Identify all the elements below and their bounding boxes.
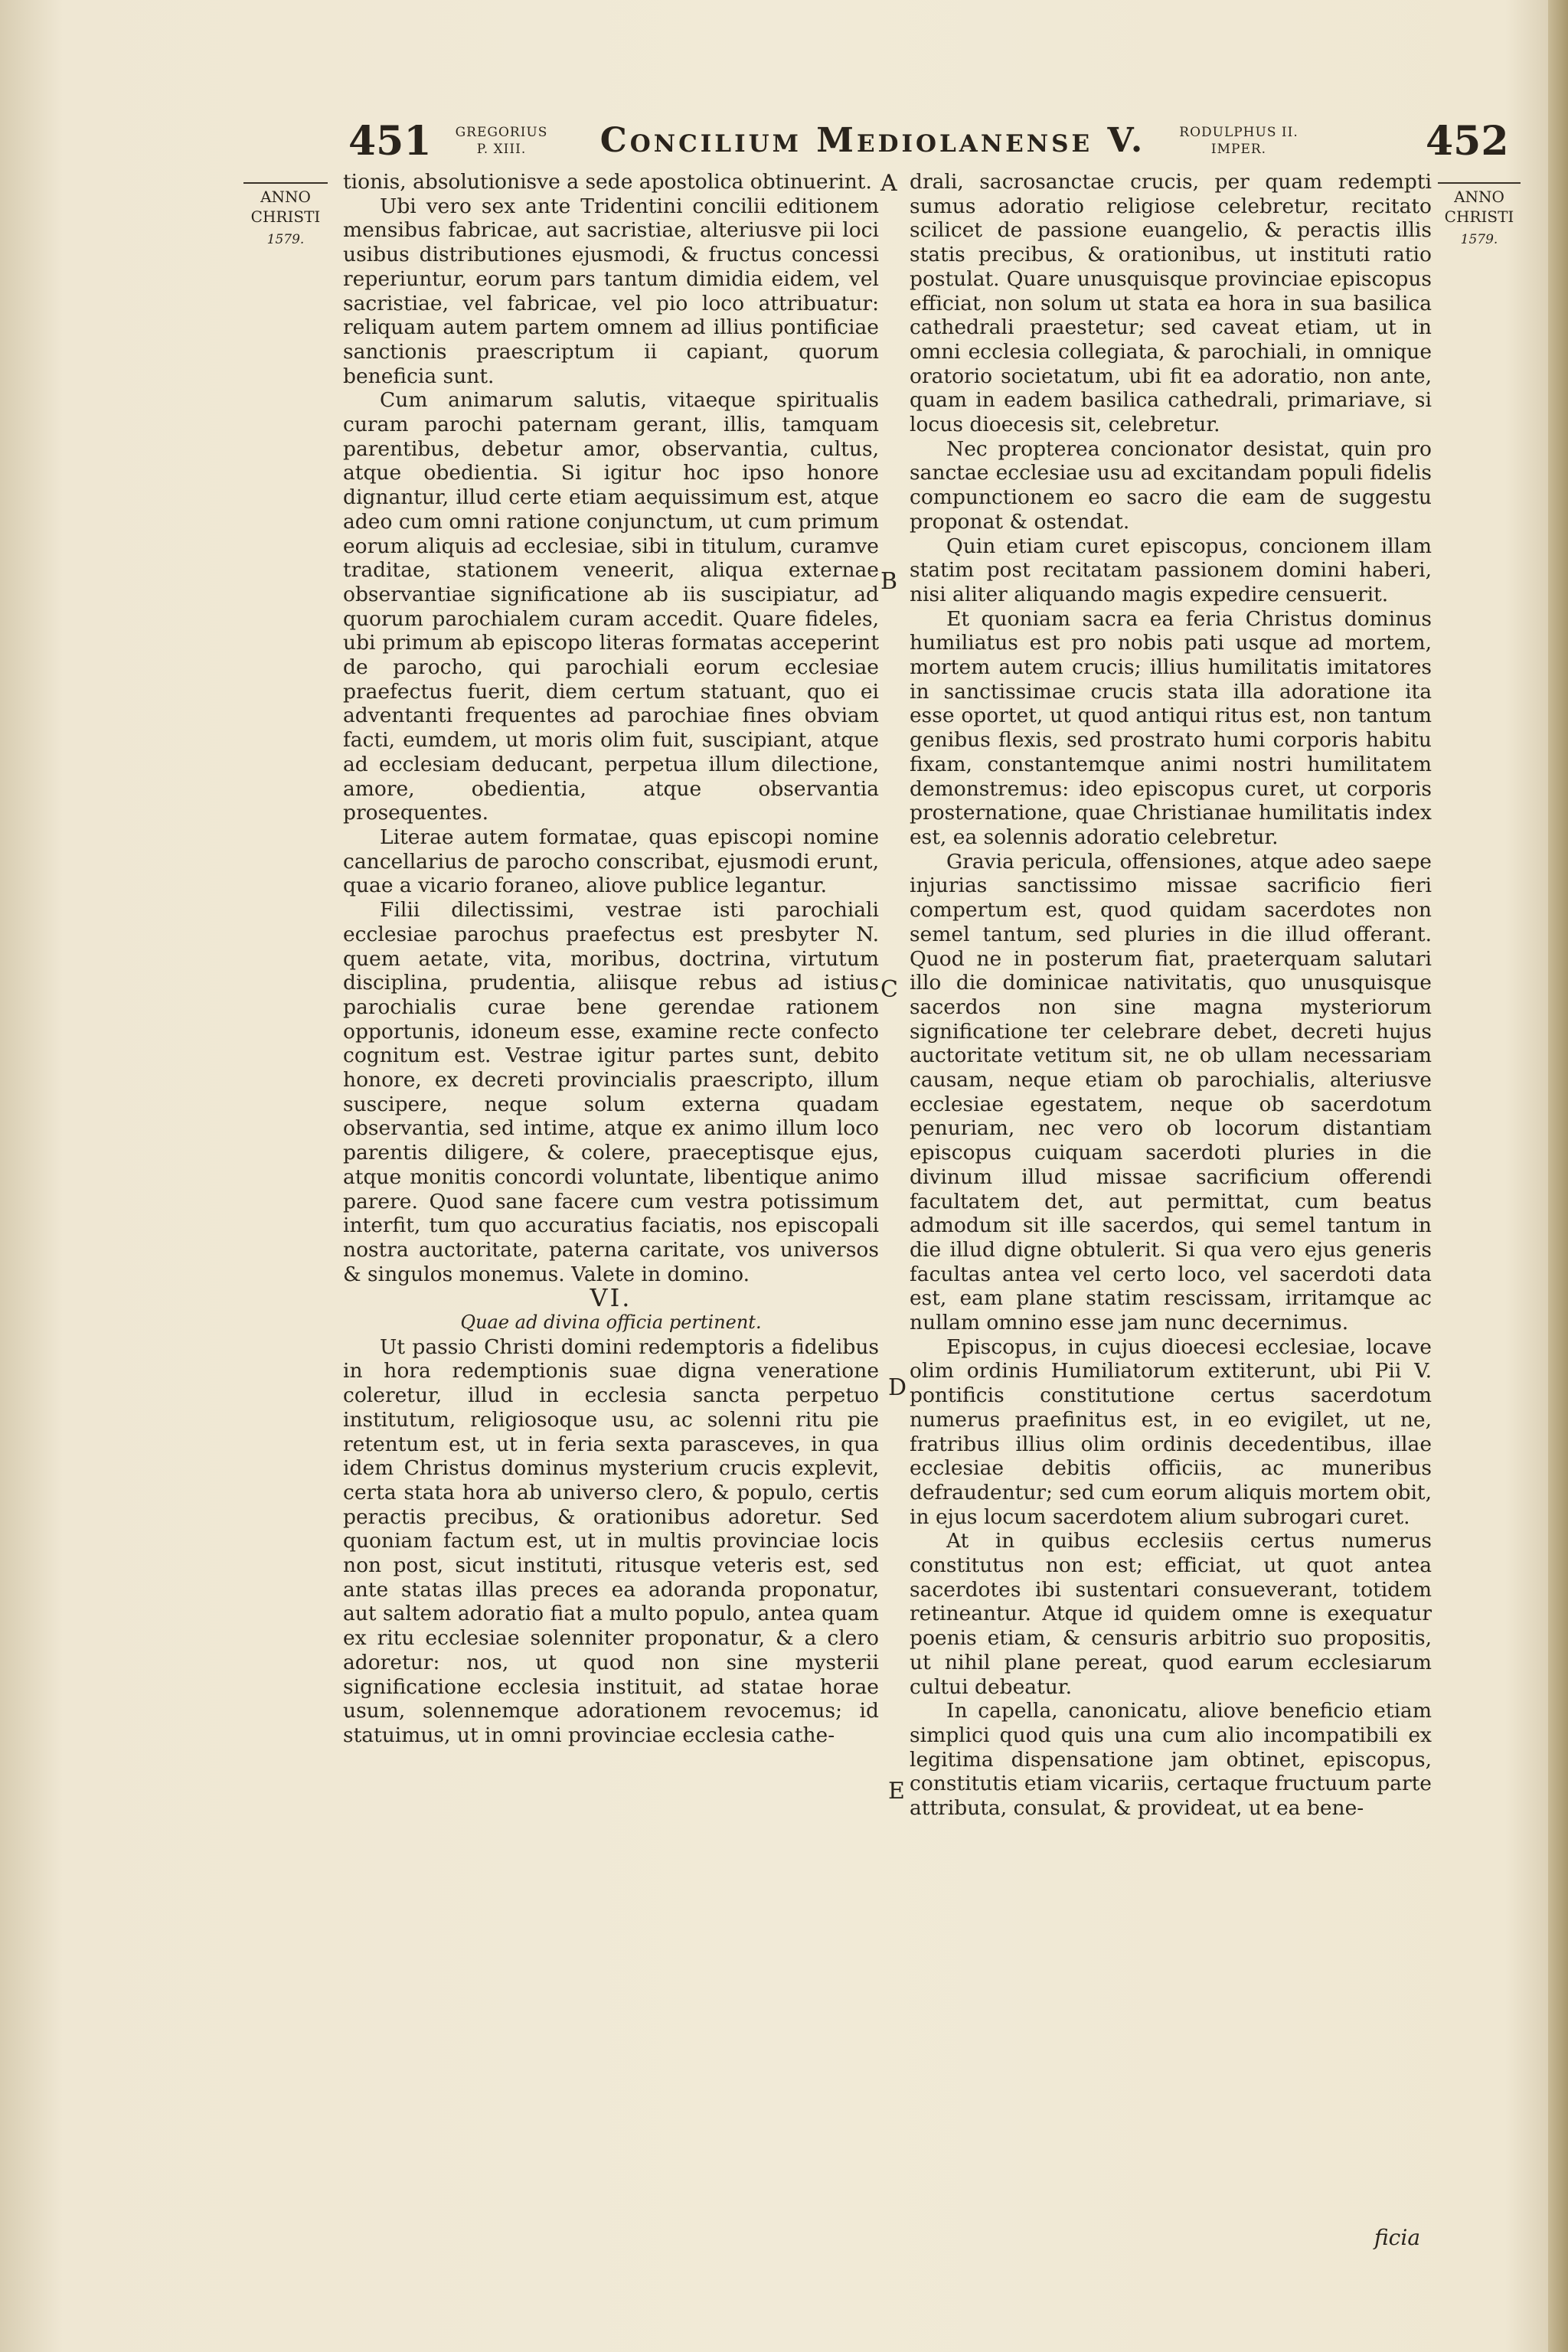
page-number-left: 451	[348, 118, 432, 165]
running-title: Concilium Mediolanense V.	[599, 121, 1146, 160]
paragraph: Nec propterea concionator desistat, quin pro sanctae ecclesiae usu ad excitandam populi fidelis compunctionem eo sacro die eam de suggestu proponat & ostendat.	[910, 436, 1432, 534]
running-head-pope	[444, 124, 559, 158]
paragraph: In capella, canonicatu, aliove beneficio etiam simplici quod quis una cum alio incompatibili ex legitima dispensatione jam obtinet, episcopus, constitutis etiam vicariis, certaque fructuum parte attributa, consulat, & provideat, ut ea bene-	[910, 1699, 1432, 1821]
running-head-emperor-name: RODULPHUS II.	[1179, 125, 1298, 140]
margin-christi-label: CHRISTI	[250, 207, 321, 226]
section-title: Quae ad divina officia pertinent.	[460, 1312, 762, 1334]
left-column	[343, 170, 879, 1748]
section-letter-d: D	[888, 1374, 907, 1401]
running-head-emperor-title: IMPER.	[1210, 142, 1267, 157]
paragraph: Ubi vero sex ante Tridentini concilii editionem mensibus fabricae, aut sacristiae, alteriusve pii loci usibus distributiones ejusmodi, & fructus concessi reperiuntur, eorum pars tantum dimidia eidem, vel sacristiae, vel fabricae, vel pio loco attribuatur: reliquam autem partem omnem ad illius pontificiae sanctionis praescriptum ii capiant, quorum beneficia sunt.	[343, 194, 879, 388]
running-header	[0, 115, 1568, 168]
paragraph: Et quoniam sacra ea feria Christus dominus humiliatus est pro nobis pati usque ad mortem, mortem autem crucis; illius humilitatis imitatores in sanctissimae crucis stata illa adoratione ita esse oportet, ut quod antiqui ritus est, non tantum genibus flexis, sed prostrato humi corporis habitu fixam, constantemque animi nostri humilitatem demonstremus: ideo episcopus curet, ut corporis prosternatione, quae Christianae humilitatis index est, ea solennis adoratio celebretur.	[910, 606, 1432, 849]
section-number: VI.	[590, 1283, 632, 1313]
paragraph: Quin etiam curet episcopus, concionem illam statim post recitatam passionem domini haberi, nisi aliter aliquando magis expedire censuerit.	[910, 534, 1432, 606]
margin-year-value: 1579.	[1460, 232, 1498, 247]
page-number-right: 452	[1426, 118, 1509, 165]
margin-anno-label: ANNO	[1454, 188, 1504, 206]
running-head-pope-number: P. XIII.	[476, 142, 527, 157]
section-letter-b: B	[880, 568, 898, 595]
catchword: ficia	[1374, 2225, 1421, 2250]
paragraph: Gravia pericula, offensiones, atque adeo saepe injurias sanctissimo missae sacrificio fieri compertum est, quod quidam sacerdotes non semel tantum, sed pluries in die illud offerant. Quod ne in posterum fiat, praeterquam salutari illo die dominicae nativitatis, quo unusquisque sacerdos non sine magna mysteriorum significatione ter celebrare debet, decreti hujus auctoritate vetitum sit, ne ob ullam necessariam causam, neque etiam ob parochialis, alteriusve ecclesiae egestatem, neque ob sacerdotum penuriam, nec vero ob locorum distantiam episcopus cuiquam sacerdoti pluries in die divinum illud missae sacrificium offerendi facultatem det, aut permittat, cum beatus admodum sit ille sacerdos, qui semel tantum in die illud digne obtulerit. Si qua vero ejus generis facultas antea vel certo loco, vel sacerdoti data est, eam plane statim rescissam, irritamque ac nullam omnino esse jam nunc decernimus.	[910, 849, 1432, 1335]
margin-christi-label: CHRISTI	[1444, 207, 1514, 226]
running-head-emperor	[1162, 124, 1315, 158]
paragraph: Ut passio Christi domini redemptoris a fidelibus in hora redemptionis suae digna veneratione coleretur, illud in ecclesia sancta perpetuo institutum, religiosoque usu, ac solenni ritu pie retentum est, ut in feria sexta parasceves, in qua idem Christus dominus mysterium crucis explevit, certa stata hora ab universo clero, & populo, certis peractis precibus, & orationibus adoretur. Sed quoniam factum est, ut in multis provinciae locis non post, sicut instituti, ritusque veteris est, sed ante statas illas preces ea adoranda proponatur, aut saltem adoratio fiat a multo populo, antea quam ex ritu ecclesiae solenniter proponatur, & a clero adoretur: nos, ut quod non sine mysterii significatione ecclesia instituit, ad statae horae usum, solennemque adorationem revocemus; id statuimus, ut in omni provinciae ecclesia cathe-	[343, 1334, 879, 1747]
page-edge	[1548, 0, 1568, 2352]
paragraph: Literae autem formatae, quas episcopi nomine cancellarius de parocho conscribat, ejusmodi erunt, quae a vicario foraneo, aliove publice legantur.	[343, 825, 879, 898]
margin-anno-label: ANNO	[260, 188, 311, 206]
paragraph: At in quibus ecclesiis certus numerus constitutus non est; efficiat, ut quot antea sacerdotes ibi sustentari consueverant, totidem retineantur. Atque id quidem omne is exequatur poenis etiam, & censuris arbitrio suo propositis, ut nihil plane pereat, quod earum ecclesiarum cultui debeatur.	[910, 1529, 1432, 1699]
paragraph: Episcopus, in cujus dioecesi ecclesiae, locave olim ordinis Humiliatorum extiterunt, ubi Pii V. pontificis constitutione certus sacerdotum numerus praefinitus est, in eo evigilet, ut ne, fratribus illius olim ordinis decedentibus, illae ecclesiae debitis officiis, ac muneribus defraudentur; sed cum eorum aliquis mortem obit, in ejus locum sacerdotem alium subrogari curet.	[910, 1334, 1432, 1529]
paragraph: Filii dilectissimi, vestrae isti parochiali ecclesiae parochus praefectus est presbyter N. quem aetate, vita, moribus, doctrina, virtutum disciplina, prudentia, aliisque rebus ad istius parochialis curae bene gerendae rationem opportunis, idoneum esse, examine recte confecto cognitum est. Vestrae igitur partes sunt, debito honore, ex decreti provincialis praescripto, illum suscipere, neque solum externa quadam observantia, sed intime, atque ex animo illum loco parentis diligere, & colere, praeceptisque ejus, atque monitis concordi voluntate, libentique animo parere. Quod sane facere cum vestra potissimum interfit, tum quo accuratius faciatis, nos episcopali nostra auctoritate, paterna caritate, vos universos & singulos monemus. Valete in domino.	[343, 898, 879, 1286]
section-letter-e: E	[888, 1778, 905, 1805]
paragraph: tionis, absolutionisve a sede apostolica obtinuerint.	[343, 170, 872, 194]
running-head-pope-name: GREGORIUS	[455, 125, 548, 140]
margin-year-value: 1579.	[266, 232, 305, 247]
margin-year-left	[243, 182, 328, 250]
section-letter-a: A	[880, 170, 897, 197]
paragraph: drali, sacrosanctae crucis, per quam redempti sumus adoratio religiose celebretur, recitato scilicet de passione euangelio, & peractis illis statis precibus, & orationibus, ut instituti ratio postulat. Quare unusquisque provinciae episcopus efficiat, non solum ut stata ea hora in sua basilica cathedrali praestetur; sed caveat etiam, ut in omni ecclesia collegiata, & parochiali, in omnique oratorio societatum, ubi fit ea adoratio, non ante, quam in eadem basilica cathedrali, primariave, si locus dioecesis sit, celebretur.	[910, 170, 1432, 437]
margin-year-right	[1438, 182, 1521, 250]
paragraph: Cum animarum salutis, vitaeque spiritualis curam parochi paternam gerant, illis, tamquam parentibus, debetur amor, observantia, cultus, atque obedientia. Si igitur hoc ipso honore dignantur, illud certe etiam aequissimum est, atque adeo cum omni ratione conjunctum, ut cum primum eorum aliquis ad ecclesiae, sibi in titulum, curamve traditae, stationem veneerit, aliqua externae observantiae significatione ab iis suscipiatur, ad quorum parochialem curam accedit. Quare fideles, ubi primum ab episcopo literas formatas acceperint de parocho, qui parochiali eorum ecclesiae praefectus fuerit, diem certum statuant, quo ei adventanti frequentes ad parochiae fines obviam facti, eumdem, ut moris olim fuit, suscipiant, atque ad ecclesiam deducant, perpetua illum dilectione, amore, obedientia, atque observantia prosequentes.	[343, 388, 879, 825]
section-letter-c: C	[880, 976, 898, 1003]
right-column	[910, 170, 1432, 1821]
